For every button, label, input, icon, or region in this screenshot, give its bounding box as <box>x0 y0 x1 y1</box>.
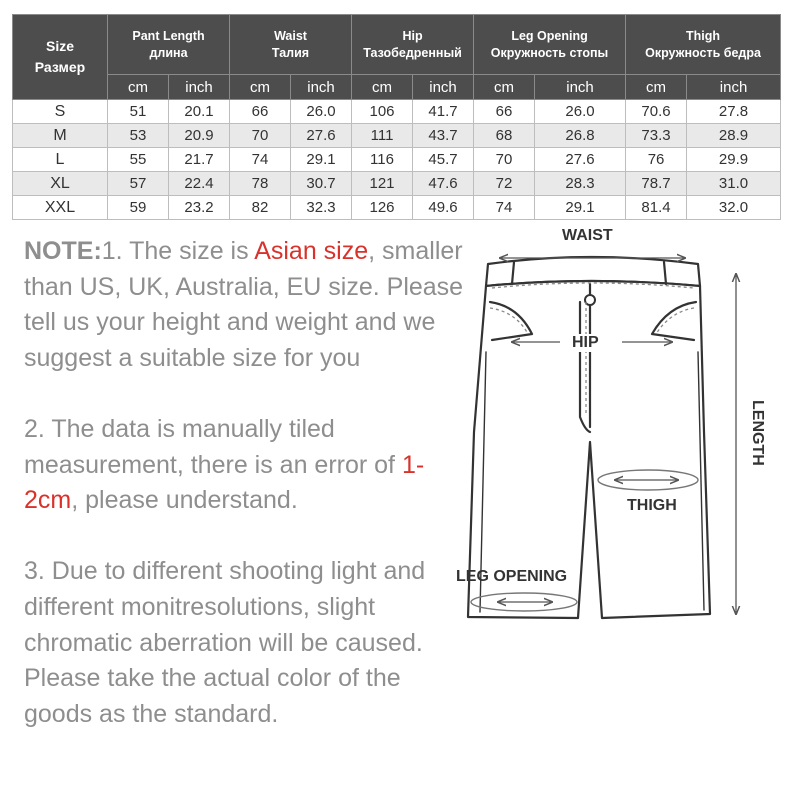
value-cell: 126 <box>352 196 413 220</box>
hip-label: HIP <box>572 334 599 351</box>
value-cell: 70 <box>230 124 291 148</box>
value-cell: 116 <box>352 148 413 172</box>
measurement-diagram <box>440 222 780 622</box>
error-range-highlight: 1-2cm <box>24 450 425 515</box>
table-header-row <box>13 15 781 75</box>
unit-cell: inch <box>413 75 474 100</box>
size-cell: XXL <box>13 196 108 220</box>
value-cell: 21.7 <box>169 148 230 172</box>
value-cell: 76 <box>626 148 687 172</box>
value-cell: 66 <box>474 100 535 124</box>
value-cell: 28.9 <box>687 124 781 148</box>
value-cell: 32.3 <box>291 196 352 220</box>
table-row <box>13 124 781 148</box>
unit-cell: inch <box>687 75 781 100</box>
value-cell: 106 <box>352 100 413 124</box>
length-label: LENGTH <box>749 400 766 466</box>
value-cell: 29.9 <box>687 148 781 172</box>
table-row <box>13 100 781 124</box>
table-row <box>13 148 781 172</box>
value-cell: 32.0 <box>687 196 781 220</box>
size-cell: S <box>13 100 108 124</box>
value-cell: 74 <box>230 148 291 172</box>
value-cell: 78.7 <box>626 172 687 196</box>
note-text: 1. The size is <box>101 237 255 265</box>
leg-opening-label: LEG OPENING <box>456 568 568 585</box>
value-cell: 111 <box>352 124 413 148</box>
value-cell: 55 <box>108 148 169 172</box>
value-cell: 22.4 <box>169 172 230 196</box>
value-cell: 53 <box>108 124 169 148</box>
value-cell: 41.7 <box>413 100 474 124</box>
table-row <box>13 196 781 220</box>
size-note <box>24 234 464 732</box>
value-cell: 26.8 <box>535 124 626 148</box>
note-text: 2. The data is manually tiled measurement, there is an error of <box>24 414 402 479</box>
table-body <box>13 100 781 220</box>
value-cell: 30.7 <box>291 172 352 196</box>
note-paragraph-3: 3. Due to different shooting light and different monitresolutions, slight chromatic aberration will be caused. Please take the actual color of the goods as the standard. <box>24 557 426 728</box>
value-cell: 31.0 <box>687 172 781 196</box>
waist-label: WAIST <box>562 227 613 244</box>
value-cell: 27.6 <box>535 148 626 172</box>
unit-cell: inch <box>535 75 626 100</box>
thigh-label: THIGH <box>627 497 677 514</box>
unit-cell: inch <box>291 75 352 100</box>
unit-cell: cm <box>352 75 413 100</box>
header-thigh: Thigh Окружность бедра <box>626 15 781 75</box>
header-leg-opening: Leg Opening Окружность стопы <box>474 15 626 75</box>
table-units-row <box>13 75 781 100</box>
size-chart-table <box>12 14 781 220</box>
value-cell: 74 <box>474 196 535 220</box>
unit-cell: cm <box>474 75 535 100</box>
size-cell: M <box>13 124 108 148</box>
unit-cell: cm <box>626 75 687 100</box>
value-cell: 23.2 <box>169 196 230 220</box>
value-cell: 20.1 <box>169 100 230 124</box>
size-cell: L <box>13 148 108 172</box>
value-cell: 66 <box>230 100 291 124</box>
unit-cell: cm <box>230 75 291 100</box>
header-waist: Waist Талия <box>230 15 352 75</box>
header-pant-length: Pant Length длина <box>108 15 230 75</box>
unit-cell: inch <box>169 75 230 100</box>
value-cell: 27.6 <box>291 124 352 148</box>
note-paragraph-1 <box>24 234 464 376</box>
header-hip: Hip Тазобедренный <box>352 15 474 75</box>
value-cell: 72 <box>474 172 535 196</box>
header-size: Size Размер <box>13 15 108 100</box>
value-cell: 59 <box>108 196 169 220</box>
value-cell: 28.3 <box>535 172 626 196</box>
note-label: NOTE: <box>24 237 102 265</box>
value-cell: 29.1 <box>291 148 352 172</box>
value-cell: 70 <box>474 148 535 172</box>
value-cell: 43.7 <box>413 124 474 148</box>
note-text: , please understand. <box>71 486 298 515</box>
value-cell: 82 <box>230 196 291 220</box>
value-cell: 51 <box>108 100 169 124</box>
value-cell: 45.7 <box>413 148 474 172</box>
note-text: , smaller than US, UK, Australia, EU size. Please tell us your height and weight and we suggest a suitable size for you <box>24 237 464 372</box>
value-cell: 68 <box>474 124 535 148</box>
value-cell: 29.1 <box>535 196 626 220</box>
value-cell: 26.0 <box>291 100 352 124</box>
note-paragraph-2 <box>24 412 464 519</box>
value-cell: 121 <box>352 172 413 196</box>
shorts-illustration <box>440 222 780 622</box>
value-cell: 47.6 <box>413 172 474 196</box>
value-cell: 73.3 <box>626 124 687 148</box>
value-cell: 70.6 <box>626 100 687 124</box>
value-cell: 27.8 <box>687 100 781 124</box>
value-cell: 78 <box>230 172 291 196</box>
value-cell: 81.4 <box>626 196 687 220</box>
value-cell: 57 <box>108 172 169 196</box>
value-cell: 20.9 <box>169 124 230 148</box>
value-cell: 49.6 <box>413 196 474 220</box>
value-cell: 26.0 <box>535 100 626 124</box>
asian-size-highlight: Asian size <box>254 237 369 265</box>
unit-cell: cm <box>108 75 169 100</box>
table-row <box>13 172 781 196</box>
size-cell: XL <box>13 172 108 196</box>
